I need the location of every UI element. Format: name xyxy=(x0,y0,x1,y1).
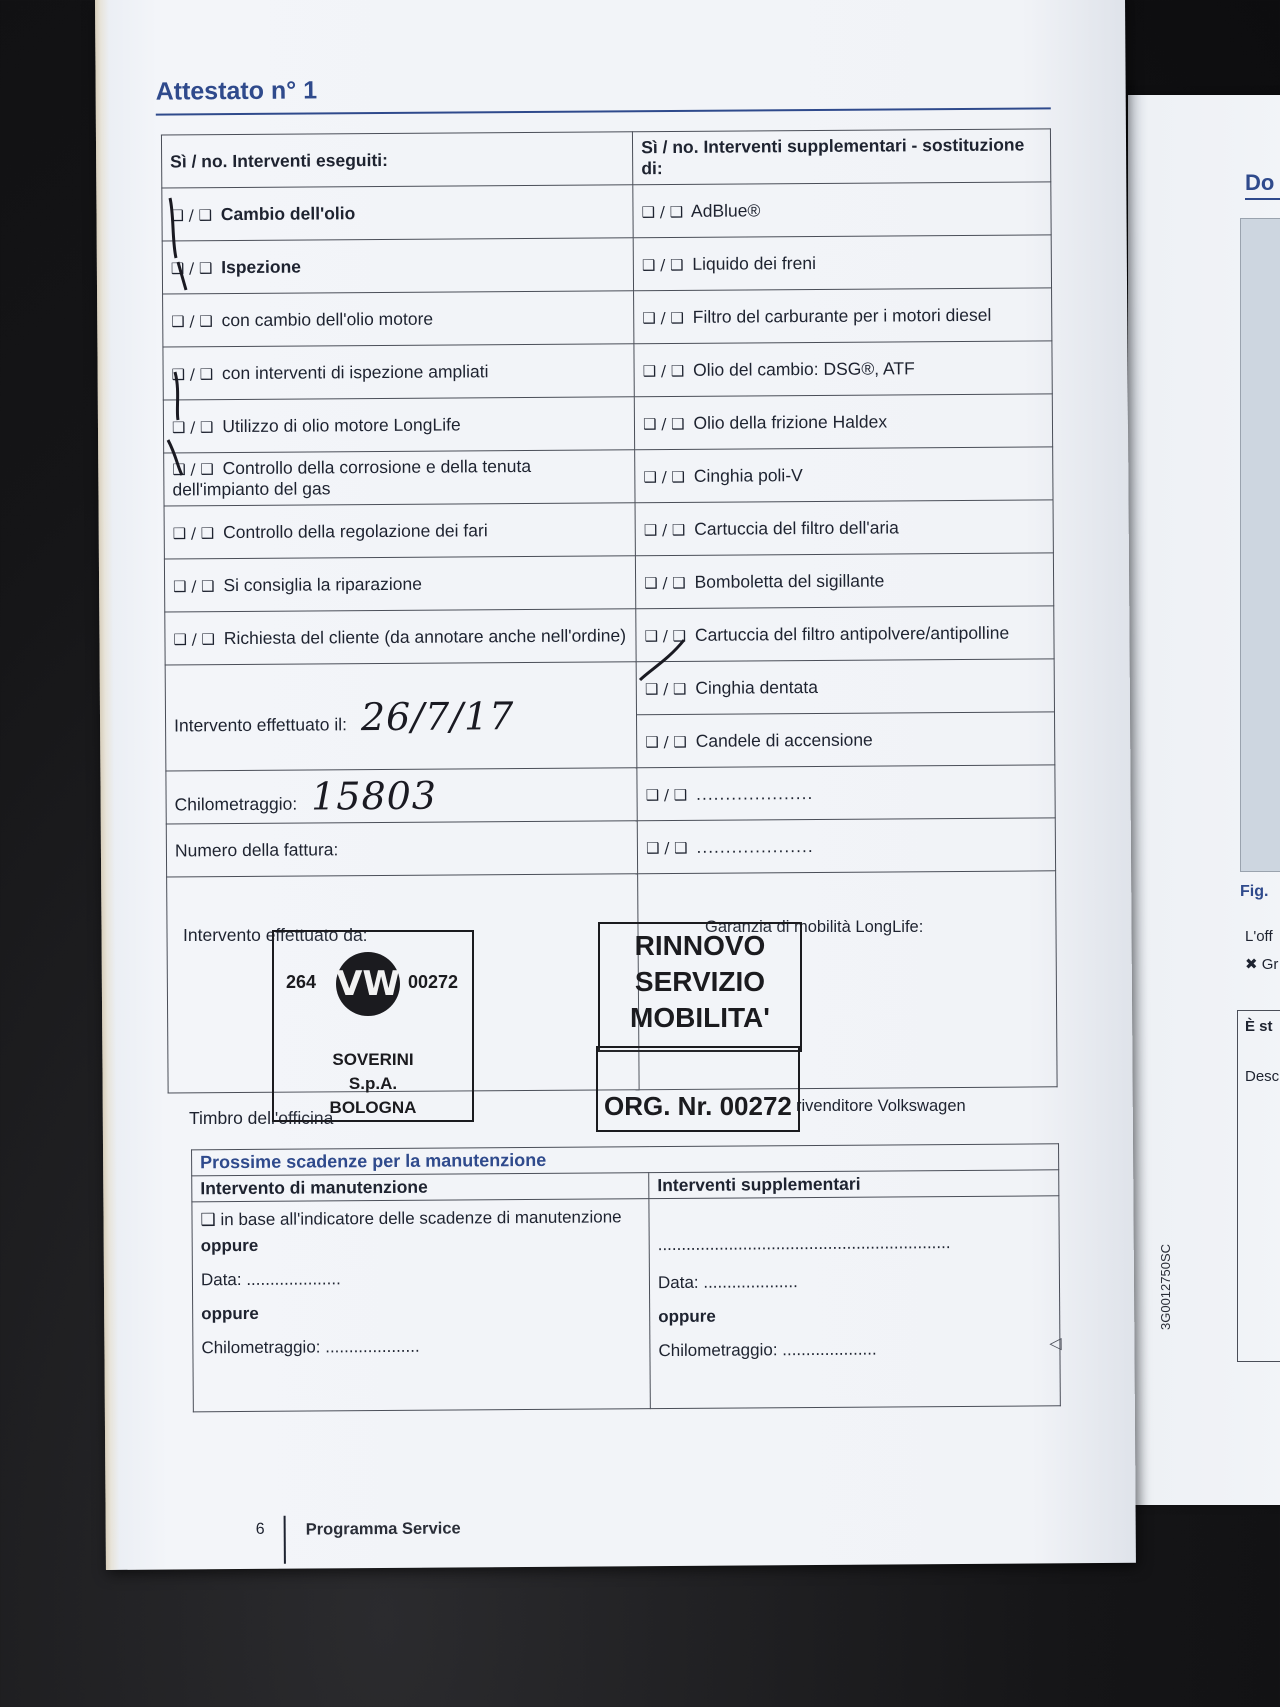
checkbox-pair[interactable]: ❑ / ❑ xyxy=(641,255,684,274)
checkbox-pair[interactable]: ❑ / ❑ xyxy=(643,414,685,433)
checkbox-pair[interactable]: ❑ / ❑ xyxy=(173,629,216,648)
right-page-table xyxy=(1237,1010,1280,1362)
date-field[interactable]: Data: .................... xyxy=(200,1269,341,1290)
blank-line: .................... xyxy=(696,835,814,857)
checkbox-pair[interactable]: ❑ / ❑ xyxy=(644,573,686,592)
right-page-figure-image xyxy=(1240,218,1280,872)
checkbox-pair[interactable]: ❑ / ❑ xyxy=(646,838,688,857)
km-field[interactable]: Chilometraggio: .................... xyxy=(201,1336,420,1358)
item-label: Controllo della regolazione dei fari xyxy=(223,519,488,542)
mobility-stamp-line: MOBILITA' xyxy=(630,1002,770,1033)
right-cell xyxy=(637,712,1055,768)
checkbox-pair[interactable]: ❑ / ❑ xyxy=(172,460,214,479)
maintenance-right-header: Interventi supplementari xyxy=(649,1170,1059,1199)
km-field[interactable]: Chilometraggio: .................... xyxy=(658,1339,877,1361)
stamp-dealer-city: BOLOGNA xyxy=(329,1098,417,1117)
left-cell xyxy=(162,185,633,241)
maintenance-right-body xyxy=(649,1196,1060,1409)
right-cell xyxy=(635,500,1053,556)
table-row xyxy=(163,341,1052,400)
left-column-header: Sì / no. Interventi eseguiti: xyxy=(161,132,632,188)
side-code: 3G0012750SC xyxy=(1158,1243,1173,1330)
invoice-label[interactable]: Numero della fattura: xyxy=(174,838,339,860)
right-page-table-title: È st xyxy=(1245,1018,1273,1035)
km-handwritten[interactable]: 15803 xyxy=(310,773,438,819)
left-cell xyxy=(164,503,635,559)
item-label: Cartuccia del filtro antipolvere/antipolline xyxy=(694,622,1010,645)
table-row xyxy=(166,765,1055,824)
checkbox-pair[interactable]: ❑ / ❑ xyxy=(645,785,688,804)
right-page-text: ✖ Gr xyxy=(1245,956,1279,973)
mobility-stamp-line: RINNOVO xyxy=(634,930,766,961)
right-cell xyxy=(637,818,1055,874)
right-cell xyxy=(636,659,1054,715)
page-number: 6 xyxy=(255,1520,265,1538)
dealer-stamp xyxy=(272,930,474,1122)
item-label: Olio del cambio: DSG®, ATF xyxy=(693,357,915,380)
or-label: oppure xyxy=(200,1235,259,1256)
checkbox-pair[interactable]: ❑ / ❑ xyxy=(642,361,685,380)
item-label: Filtro del carburante per i motori diesel xyxy=(692,304,992,327)
workshop-stamp-label: Timbro dell'officina xyxy=(189,1108,334,1128)
table-row xyxy=(165,606,1054,665)
right-cell xyxy=(636,553,1054,609)
mobility-stamp-line: SERVIZIO xyxy=(634,966,766,997)
checkbox-pair[interactable]: ❑ / ❑ xyxy=(644,626,687,645)
date-field[interactable]: Data: .................... xyxy=(657,1272,798,1293)
left-cell xyxy=(164,450,635,506)
right-page-rule xyxy=(1245,198,1280,200)
item-label: Bomboletta del sigillante xyxy=(694,570,885,592)
left-cell xyxy=(164,556,635,612)
right-page-text: L'off xyxy=(1245,928,1273,945)
km-label: Chilometraggio: xyxy=(174,793,298,815)
table-row xyxy=(163,394,1052,453)
footer-divider xyxy=(284,1516,286,1564)
item-label: Cambio dell'olio xyxy=(220,202,356,224)
checkbox-pair[interactable]: ❑ / ❑ xyxy=(171,311,213,330)
table-row xyxy=(162,235,1051,294)
footer-section: Programma Service xyxy=(305,1519,461,1539)
booklet-page xyxy=(95,0,1136,1570)
item-label: con cambio dell'olio motore xyxy=(221,308,434,330)
table-row xyxy=(164,447,1053,506)
item-label: Cinghia dentata xyxy=(695,676,818,698)
right-cell xyxy=(634,341,1052,397)
checkbox-pair[interactable]: ❑ / ❑ xyxy=(173,576,215,595)
right-cell xyxy=(635,447,1053,503)
km-cell xyxy=(166,768,637,824)
done-by-label: Intervento effettuato da: xyxy=(183,925,368,945)
checkbox-pair[interactable]: ❑ / ❑ xyxy=(645,732,687,751)
right-cell xyxy=(633,182,1051,238)
right-page-title: Do xyxy=(1245,170,1275,195)
guarantee-label: Garanzia di mobilità LongLife: xyxy=(705,918,924,936)
left-cell xyxy=(163,344,634,400)
or-label: oppure xyxy=(201,1303,259,1324)
right-cell xyxy=(636,606,1054,662)
stamp-right-number: 00272 xyxy=(407,972,458,992)
right-cell xyxy=(634,394,1052,450)
item-label: Olio della frizione Haldex xyxy=(693,410,888,433)
supplementary-line[interactable]: .............................................................. xyxy=(657,1233,951,1255)
item-label: Controllo della corrosione e della tenuta dell'impianto del gas xyxy=(172,455,532,500)
right-page-fig-label: Fig. xyxy=(1240,883,1269,900)
right-cell xyxy=(637,765,1055,821)
org-number: ORG. Nr. 00272 xyxy=(604,1091,792,1121)
item-label: Cartuccia del filtro dell'aria xyxy=(694,516,899,539)
checkbox-pair[interactable]: ❑ / ❑ xyxy=(170,258,213,277)
date-label: Intervento effettuato il: xyxy=(173,713,347,735)
table-row xyxy=(165,659,1054,718)
date-handwritten[interactable]: 26/7/17 xyxy=(360,693,515,739)
item-label: Liquido dei freni xyxy=(692,252,816,274)
checkbox-pair[interactable]: ❑ / ❑ xyxy=(644,679,687,698)
table-row xyxy=(164,500,1053,559)
page-title: Attestato n° 1 xyxy=(155,76,318,106)
item-label: Utilizzo di olio motore LongLife xyxy=(222,413,461,436)
checkbox-pair[interactable]: ❑ / ❑ xyxy=(171,417,214,436)
checkbox-pair[interactable]: ❑ / ❑ xyxy=(643,520,686,539)
continue-arrow-icon: ◁ xyxy=(1049,1333,1062,1353)
item-label: Cinghia poli-V xyxy=(693,464,803,486)
checkbox-pair[interactable]: ❑ / ❑ xyxy=(170,205,213,224)
right-page-table-text: Desc xyxy=(1245,1068,1280,1085)
checkbox-pair[interactable]: ❑ / ❑ xyxy=(641,202,684,221)
item-label: Ispezione xyxy=(221,256,302,277)
table-header-row xyxy=(161,129,1050,188)
maintenance-left-body xyxy=(192,1199,650,1412)
left-cell xyxy=(162,238,633,294)
table-row xyxy=(163,288,1052,347)
checkbox-pair[interactable]: ❑ / ❑ xyxy=(171,364,214,383)
right-cell xyxy=(633,235,1051,291)
maintenance-body-row xyxy=(192,1196,1060,1412)
table-row xyxy=(162,182,1051,241)
page-edge xyxy=(95,0,120,1570)
blank-line: .................... xyxy=(695,782,814,804)
indicator-option[interactable]: ❑ in base all'indicatore delle scadenze di manutenzione xyxy=(200,1207,622,1230)
left-cell xyxy=(165,609,636,665)
checkbox-pair[interactable]: ❑ / ❑ xyxy=(172,523,215,542)
maintenance-caption: Prossime scadenze per la manutenzione xyxy=(192,1144,1059,1176)
item-label: AdBlue® xyxy=(690,199,761,221)
right-column-header: Sì / no. Interventi supplementari - sostituzione di: xyxy=(633,129,1051,185)
vw-logo-icon: VW xyxy=(336,952,400,1016)
left-cell xyxy=(163,397,634,453)
maintenance-left-header: Intervento di manutenzione xyxy=(192,1173,649,1202)
checkbox-pair[interactable]: ❑ / ❑ xyxy=(643,467,686,486)
item-label: con interventi di ispezione ampliati xyxy=(221,360,489,383)
org-number-stamp xyxy=(596,1046,800,1132)
item-label: Richiesta del cliente (da annotare anche nell'ordine) xyxy=(223,624,627,648)
table-row xyxy=(166,818,1055,877)
stamp-left-number: 264 xyxy=(286,972,317,992)
mobility-stamp xyxy=(598,922,802,1052)
or-label: oppure xyxy=(658,1306,716,1327)
item-label: Si consiglia la riparazione xyxy=(223,573,422,595)
stamp-dealer-name: SOVERINI xyxy=(332,1050,414,1069)
stamp-dealer-form: S.p.A. xyxy=(348,1074,398,1093)
invoice-cell xyxy=(166,821,637,877)
maintenance-table xyxy=(191,1143,1061,1412)
date-cell xyxy=(165,662,637,771)
dealer-label: rivenditore Volkswagen xyxy=(796,1097,966,1115)
item-label: Candele di accensione xyxy=(695,729,873,751)
right-cell xyxy=(634,288,1052,344)
table-row xyxy=(164,553,1053,612)
checkbox-pair[interactable]: ❑ / ❑ xyxy=(642,308,684,327)
left-cell xyxy=(163,291,634,347)
title-rule xyxy=(156,107,1051,115)
